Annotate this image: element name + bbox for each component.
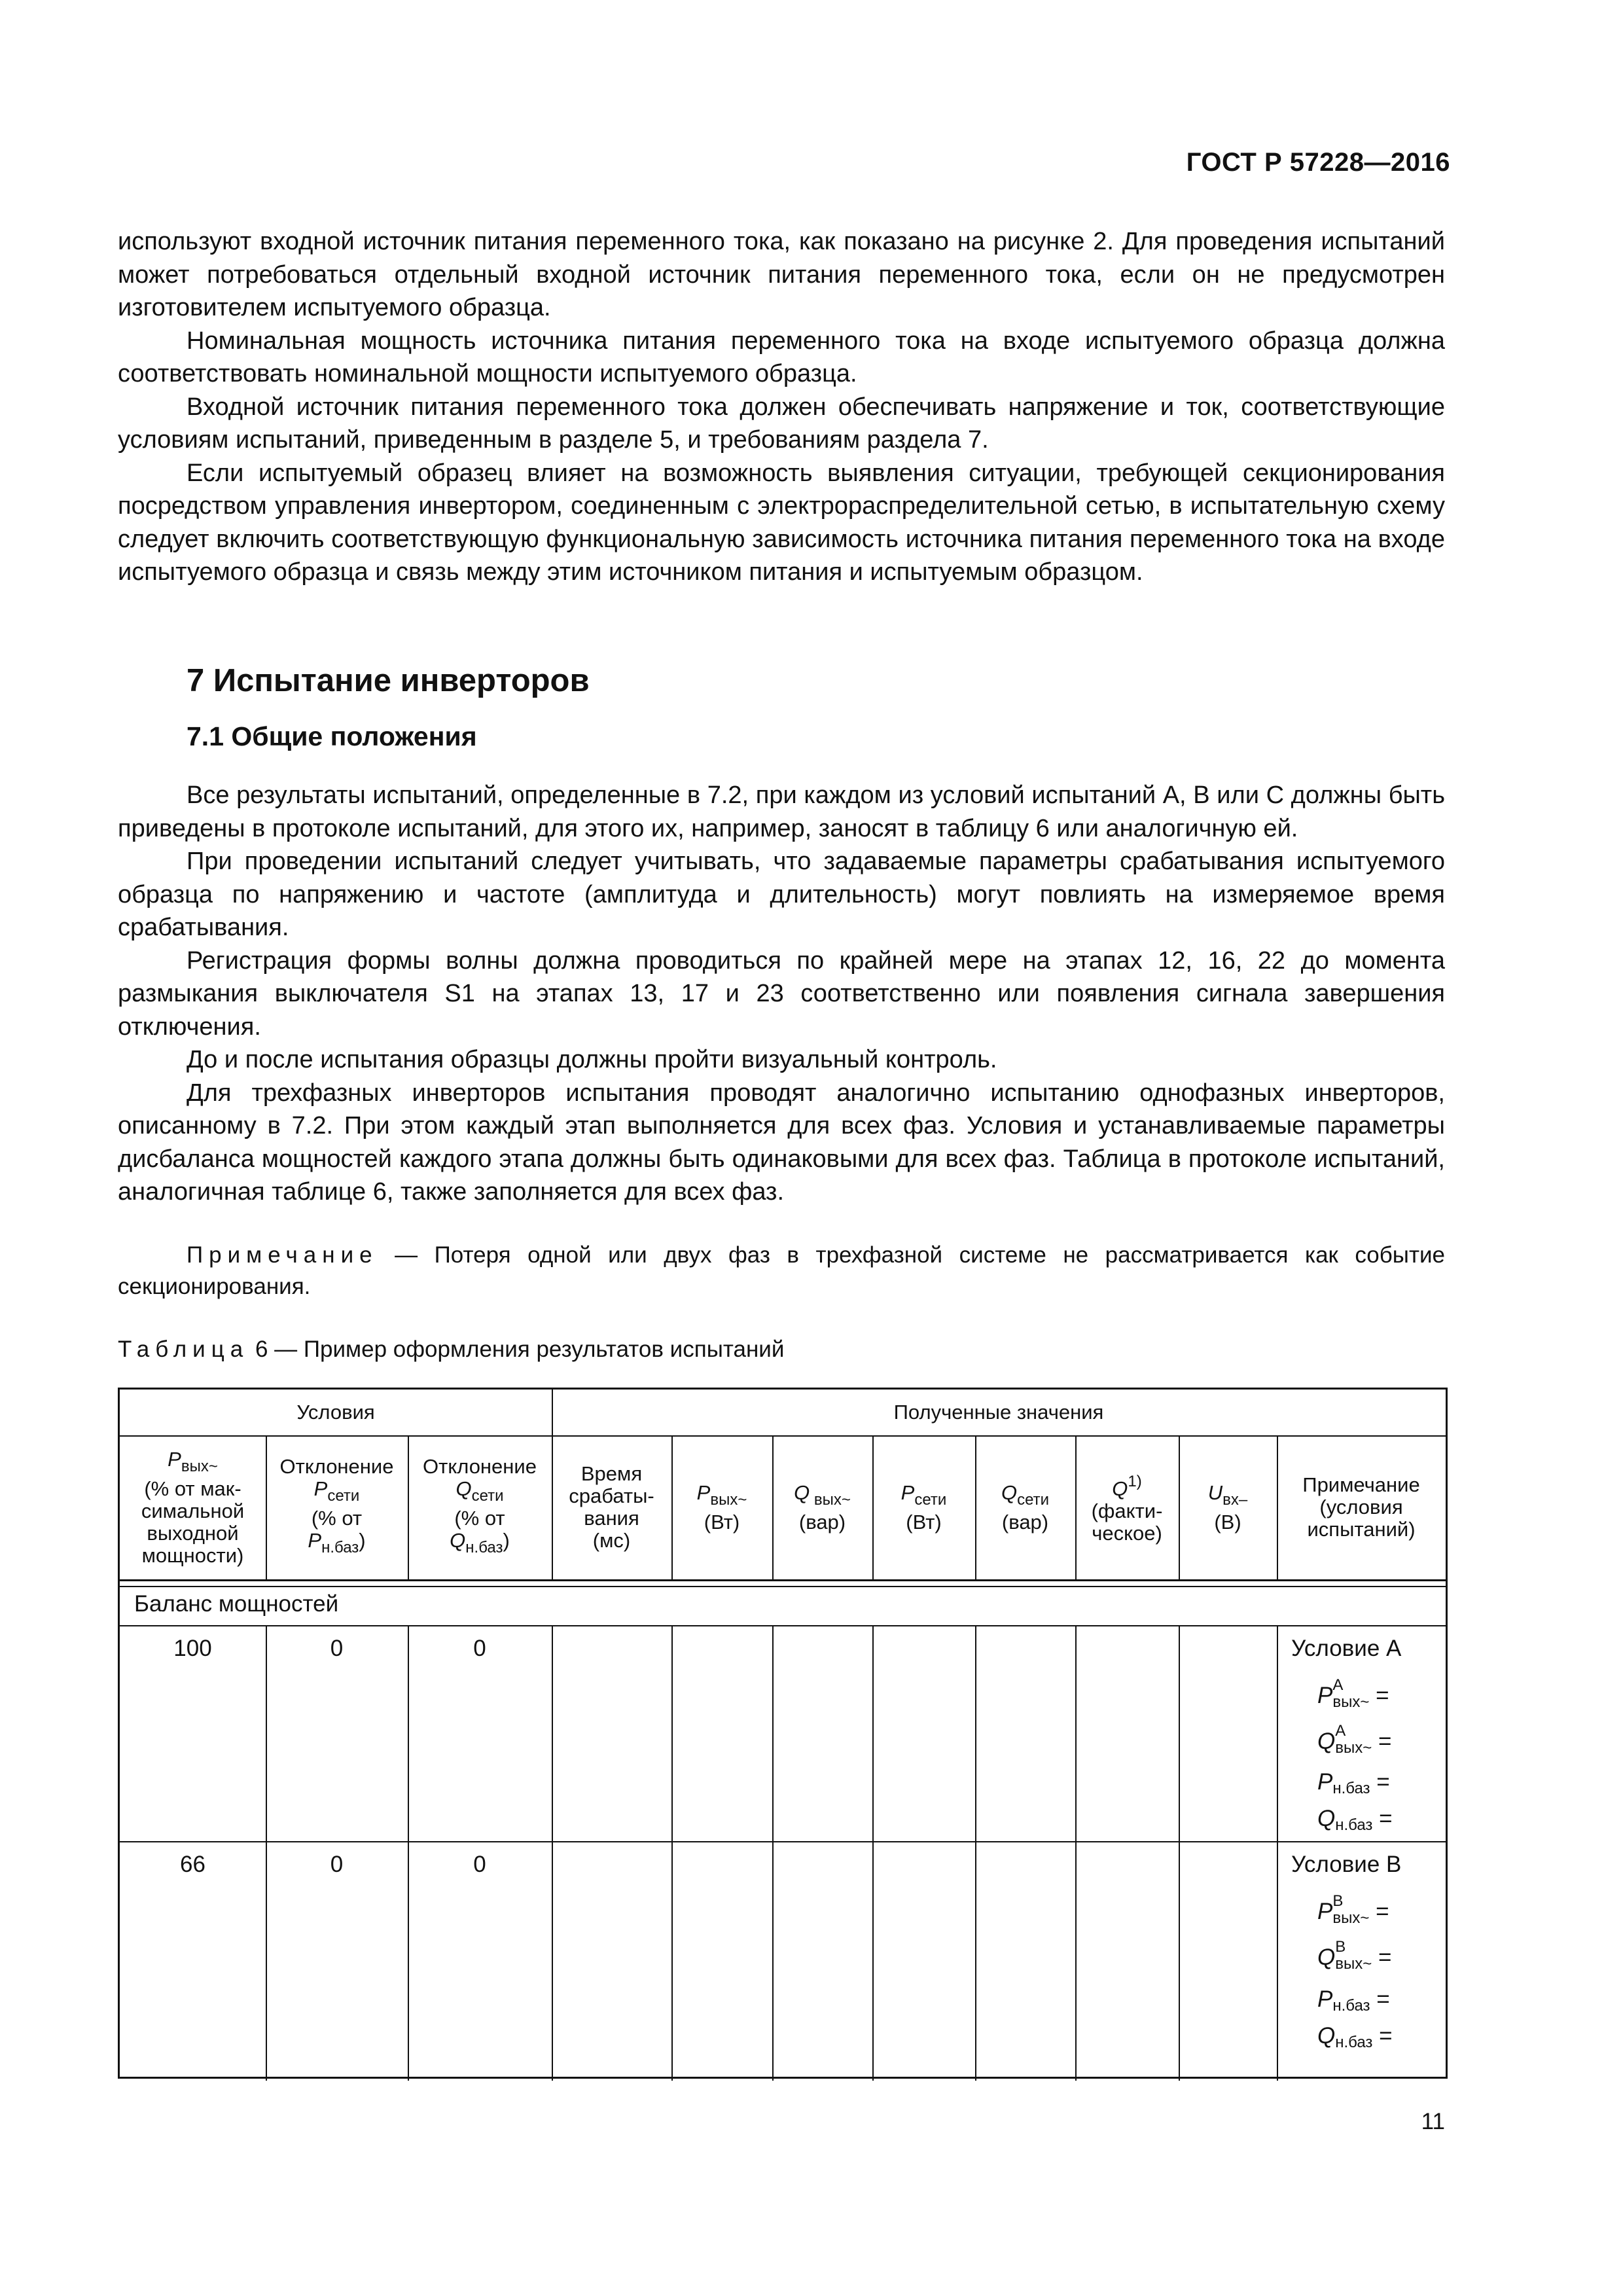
results-table bbox=[118, 1388, 1448, 2079]
section-text bbox=[118, 779, 1445, 1209]
paragraph: Если испытуемый образец влияет на возможность выявления ситуации, требующей секционирования посредством управления инвертором, соединенным с электрораспределительной сетью, в испытательную схему следует включить соответствующую функциональную зависимость источника питания переменного тока на входе испытуемого образца и связь между этим источником питания и испытуемым образцом. bbox=[118, 459, 1445, 586]
standard-code: ГОСТ Р 57228—2016 bbox=[1186, 148, 1450, 177]
col-header-p-grid: $P_{сети}$ (Вт) bbox=[901, 1480, 947, 1534]
paragraph: Все результаты испытаний, определенные в 7.2, при каждом из условий испытаний А, В или С должны быть приведены в протоколе испытаний, для этого их, например, заносят в таблицу 6 или аналогичную ей. bbox=[118, 781, 1445, 842]
paragraph: Для трехфазных инверторов испытания проводят аналогично испытанию однофазных инверторов, описанному в 7.2. При этом каждый этап выполняется для всех фаз. Условия и устанавливаемые параметры дисбаланса мощностей каждого этапа должны быть одинаковыми для всех фаз. Таблица в протоколе испытаний, аналогичная таблице 6, также заполняется для всех фаз. bbox=[118, 1079, 1445, 1206]
table-caption-text: 6 — Пример оформления результатов испытаний bbox=[249, 1336, 785, 1362]
paragraph: Номинальная мощность источника питания переменного тока на входе испытуемого образца должна соответствовать номинальной мощности испытуемого образца. bbox=[118, 327, 1445, 387]
table-cell-condition: Условие В bbox=[1291, 1852, 1402, 1877]
formula-p-base: Pн.баз = bbox=[1317, 1769, 1390, 1797]
formula-q-out: Q В вых~ = bbox=[1317, 1938, 1392, 1973]
table-caption-label: Таблица bbox=[118, 1336, 249, 1362]
paragraph: До и после испытания образцы должны пройти визуальный контроль. bbox=[187, 1046, 997, 1073]
subsection-heading: 7.1 Общие положения bbox=[187, 721, 477, 751]
col-header-p-out: $P_{вых\sim}$ (Вт) bbox=[696, 1480, 747, 1534]
table-cell: 0 bbox=[330, 1852, 344, 1877]
table-cell: 66 bbox=[180, 1852, 205, 1877]
col-header-q-out: Q $_{вых\sim}$ (вар) bbox=[794, 1480, 851, 1534]
col-header-p-out-percent: $P_{вых\sim}$ (% от мак- симальной выходной мощности) bbox=[141, 1447, 245, 1567]
col-header-q-grid: $Q_{сети}$ (вар) bbox=[1001, 1480, 1050, 1534]
page-number: 11 bbox=[1421, 2109, 1445, 2134]
table-cell: 0 bbox=[473, 1852, 486, 1877]
group-header-conditions: Условия bbox=[296, 1401, 375, 1424]
col-header-q-grid-deviation: Отклонение $Q_{сети}$ (% от $Q_{н.баз}$) bbox=[423, 1455, 537, 1556]
col-header-p-grid-deviation: Отклонение $P_{сети}$ (% от $P_{н.баз}$) bbox=[279, 1455, 394, 1556]
col-header-q-actual: $Q^{1)}$ (факти- ческое) bbox=[1091, 1472, 1163, 1545]
intro-text bbox=[118, 225, 1445, 589]
paragraph: При проведении испытаний следует учитывать, что задаваемые параметры срабатывания испытуемого образца по напряжению и частоте (амплитуда и длительность) могут повлиять на измеряемое время срабатывания. bbox=[118, 848, 1445, 941]
col-header-u-in: $U_{вх-}$ (В) bbox=[1207, 1480, 1248, 1534]
paragraph: Входной источник питания переменного тока должен обеспечивать напряжение и ток, соответствующие условиям испытаний, приведенным в разделе 5, и требованиям раздела 7. bbox=[118, 393, 1445, 454]
paragraph: Регистрация формы волны должна проводиться по крайней мере на этапах 12, 16, 22 до момента размыкания выключателя S1 на этапах 13, 17 и 23 соответственно или появления сигнала завершения отключения. bbox=[118, 946, 1445, 1041]
group-header-results: Полученные значения bbox=[893, 1401, 1104, 1424]
note-text: — Потеря одной или двух фаз в трехфазной системе не рассматривается как событие секционирования. bbox=[118, 1242, 1445, 1299]
table-section-row: Баланс мощностей bbox=[134, 1591, 339, 1617]
table-caption bbox=[118, 1336, 784, 1363]
note bbox=[118, 1240, 1445, 1302]
col-header-trip-time: Время срабаты- вания (мс) bbox=[569, 1462, 654, 1552]
note-label: Примечание bbox=[187, 1242, 378, 1268]
col-header-remark: Примечание (условия испытаний) bbox=[1302, 1473, 1420, 1541]
table-cell: 0 bbox=[473, 1636, 486, 1661]
formula-p-out: P В вых~ = bbox=[1317, 1892, 1389, 1927]
formula-p-base: Pн.баз = bbox=[1317, 1986, 1390, 2015]
formula-q-out: Q А вых~ = bbox=[1317, 1722, 1392, 1757]
section-heading: 7 Испытание инверторов bbox=[187, 663, 590, 698]
table-cell: 100 bbox=[173, 1636, 212, 1661]
formula-p-out: P А вых~ = bbox=[1317, 1676, 1389, 1711]
table-cell-condition: Условие А bbox=[1291, 1636, 1402, 1661]
table-cell: 0 bbox=[330, 1636, 344, 1661]
formula-q-base: Qн.баз = bbox=[1317, 2023, 1393, 2051]
formula-q-base: Qн.баз = bbox=[1317, 1806, 1393, 1834]
paragraph: используют входной источник питания переменного тока, как показано на рисунке 2. Для проведения испытаний может потребоваться отдельный входной источник питания переменного тока, если он не предусмотрен изготовителем испытуемого образца. bbox=[118, 228, 1445, 321]
